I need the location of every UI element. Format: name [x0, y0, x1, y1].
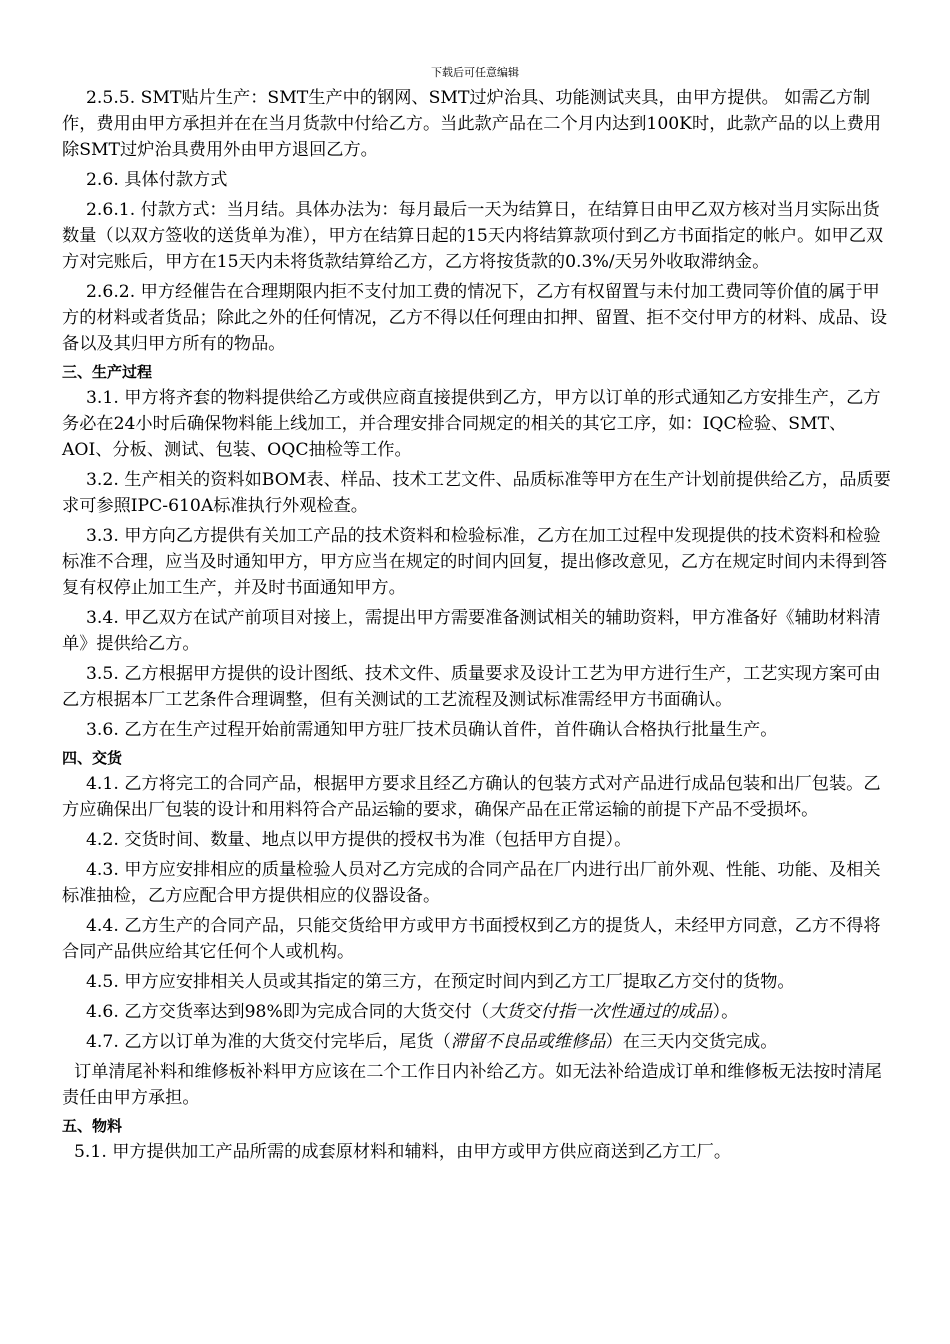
clause-2-6-heading: 2.6. 具体付款方式 — [86, 170, 228, 190]
clause-3-4: 3.4. 甲乙双方在试产前项目对接上，需提出甲方需要准备测试相关的辅助资料，甲方准备好《辅助材料清单》提供给乙方。 — [62, 608, 881, 654]
clause-4-7-text: 4.7. 乙方以订单为准的大货交付完毕后，尾货（ — [86, 1032, 451, 1052]
clause-4-7-end: ）在三天内交货完成。 — [605, 1032, 778, 1052]
clause-4-3: 4.3. 甲方应安排相应的质量检验人员对乙方完成的合同产品在厂内进行出厂前外观、性能、功能、及相关标准抽检，乙方应配合甲方提供相应的仪器设备。 — [62, 860, 881, 906]
clause-4-4: 4.4. 乙方生产的合同产品，只能交货给甲方或甲方书面授权到乙方的提货人，未经甲方同意，乙方不得将合同产品供应给其它任何个人或机构。 — [62, 916, 881, 962]
clause-4-6-end: ）。 — [712, 1002, 739, 1022]
clause-4-7 — [62, 1029, 892, 1055]
clause-tail-note: 订单清尾补料和维修板补料甲方应该在二个工作日内补给乙方。如无法补给造成订单和维修板无法按时清尾责任由甲方承担。 — [62, 1062, 882, 1108]
clause-4-2: 4.2. 交货时间、数量、地点以甲方提供的授权书为准（包括甲方自提）。 — [86, 830, 632, 850]
clause-2-6-1: 2.6.1. 付款方式：当月结。具体办法为：每月最后一天为结算日，在结算日由甲乙双方核对当月实际出货数量（以双方签收的送货单为准），甲方在结算日起的15天内将结算款项付到乙方书面指定的帐户。如甲乙双方对完账后，甲方在15天内未将货款结算给乙方，乙方将按货款的0.3%/天另外收取滞纳金。 — [62, 200, 884, 272]
section-3-heading: 三、生产过程 — [62, 363, 153, 381]
section-4-heading: 四、交货 — [62, 749, 123, 767]
document-body — [62, 85, 892, 1169]
clause-4-6-italic-note: 大货交付指一次性通过的成品 — [489, 1002, 713, 1022]
clause-3-5: 3.5. 乙方根据甲方提供的设计图纸、技术文件、质量要求及设计工艺为甲方进行生产，工艺实现方案可由乙方根据本厂工艺条件合理调整，但有关测试的工艺流程及测试标准需经甲方书面确认。 — [62, 664, 881, 710]
clause-3-2: 3.2. 生产相关的资料如BOM表、样品、技术工艺文件、品质标准等甲方在生产计划前提供给乙方，品质要求可参照IPC-610A标准执行外观检查。 — [62, 470, 891, 516]
clause-5-1: 5.1. 甲方提供加工产品所需的成套原材料和辅料，由甲方或甲方供应商送到乙方工厂。 — [74, 1142, 732, 1162]
clause-3-1: 3.1. 甲方将齐套的物料提供给乙方或供应商直接提供到乙方，甲方以订单的形式通知乙方安排生产，乙方务必在24小时后确保物料能上线加工，并合理安排合同规定的相关的其它工序，如：IQC检验、SMT、AOI、分板、测试、包装、OQC抽检等工作。 — [62, 388, 881, 460]
clause-2-5-5: 2.5.5. SMT贴片生产：SMT生产中的钢网、SMT过炉治具、功能测试夹具，由甲方提供。 如需乙方制作，费用由甲方承担并在在当月货款中付给乙方。当此款产品在二个月内达到100K时，此款产品的以上费用除SMT过炉治具费用外由甲方退回乙方。 — [62, 88, 882, 160]
clause-2-6-2: 2.6.2. 甲方经催告在合理期限内拒不支付加工费的情况下，乙方有权留置与未付加工费同等价值的属于甲方的材料或者货品；除此之外的任何情况，乙方不得以任何理由扣押、留置、拒不交付甲方的材料、成品、设备以及其归甲方所有的物品。 — [62, 282, 888, 354]
clause-4-7-italic-note: 滞留不良品或维修品 — [450, 1032, 606, 1052]
clause-4-5: 4.5. 甲方应安排相关人员或其指定的第三方，在预定时间内到乙方工厂提取乙方交付的货物。 — [86, 972, 795, 992]
clause-4-1: 4.1. 乙方将完工的合同产品，根据甲方要求且经乙方确认的包装方式对产品进行成品包装和出厂包装。乙方应确保出厂包装的设计和用料符合产品运输的要求，确保产品在正常运输的前提下产品不受损坏。 — [62, 774, 881, 820]
page-header-note: 下载后可任意编辑 — [431, 66, 519, 79]
clause-4-6 — [62, 999, 892, 1025]
section-5-heading: 五、物料 — [62, 1117, 123, 1135]
clause-4-6-text: 4.6. 乙方交货率达到98%即为完成合同的大货交付（ — [86, 1002, 490, 1022]
clause-3-3: 3.3. 甲方向乙方提供有关加工产品的技术资料和检验标准，乙方在加工过程中发现提供的技术资料和检验标准不合理，应当及时通知甲方，甲方应当在规定的时间内回复，提出修改意见，乙方在规定时间内未得到答复有权停止加工生产，并及时书面通知甲方。 — [62, 526, 888, 598]
clause-3-6: 3.6. 乙方在生产过程开始前需通知甲方驻厂技术员确认首件，首件确认合格执行批量生产。 — [86, 720, 778, 740]
